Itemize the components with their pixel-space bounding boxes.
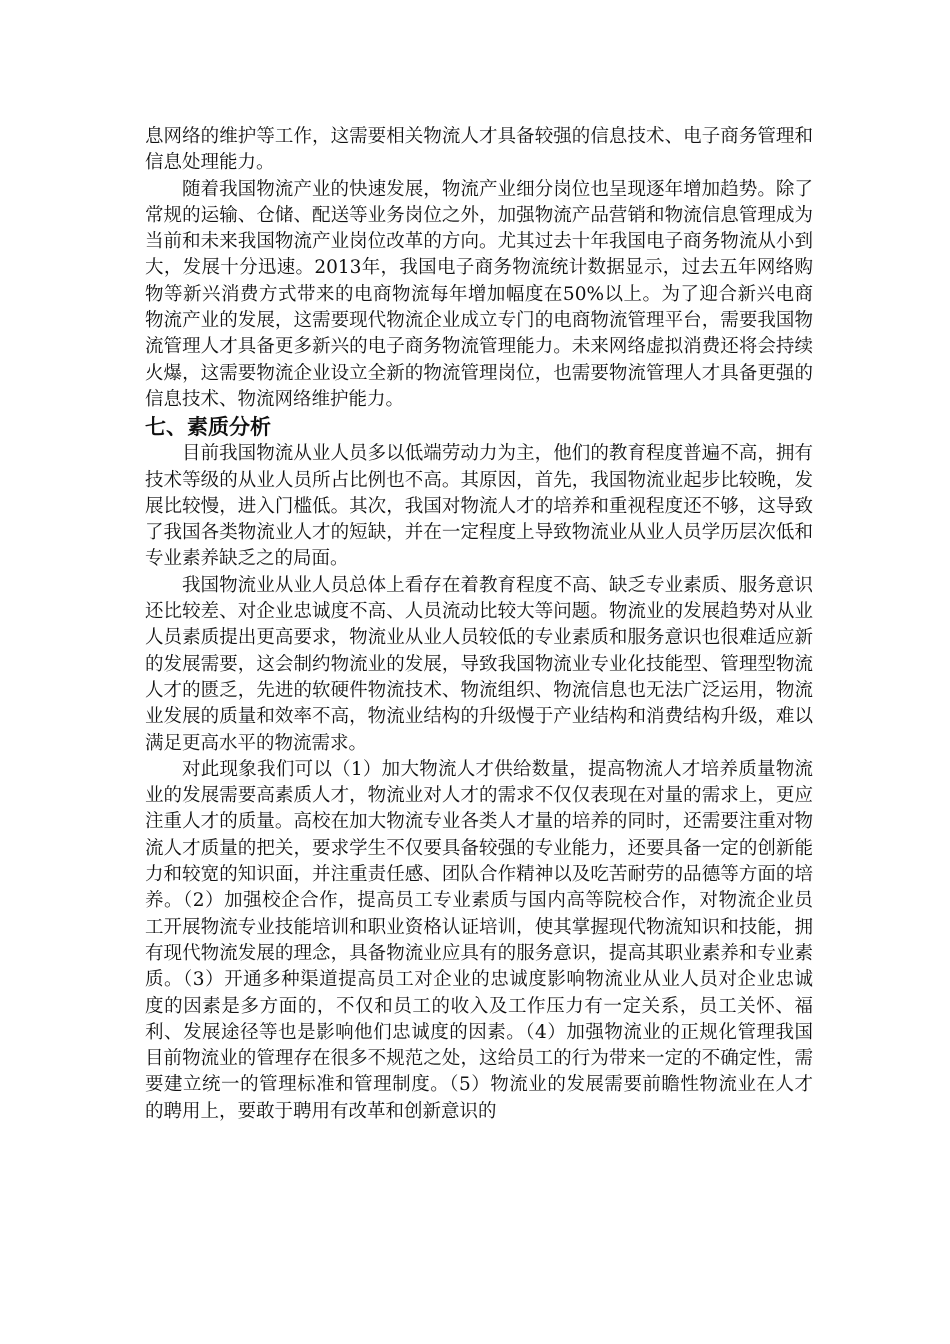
- paragraph-continued: 息网络的维护等工作，这需要相关物流人才具备较强的信息技术、电子商务管理和信息处理能力。: [145, 126, 813, 174]
- section-heading: 七、素质分析: [145, 414, 271, 440]
- paragraph-industry-growth: 随着我国物流产业的快速发展，物流产业细分岗位也呈现逐年增加趋势。除了常规的运输、仓储、配送等业务岗位之外，加强物流产品营销和物流信息管理成为当前和未来我国物流产业岗位改革的方向。尤其过去十年我国电子商务物流从小到大，发展十分迅速。2013年，我国电子商务物流统计数据显示，过去五年网络购物等新兴消费方式带来的电商物流每年增加幅度在50%以上。为了迎合新兴电商物流产业的发展，这需要现代物流企业成立专门的电商物流管理平台，需要我国物流管理人才具备更多新兴的电子商务物流管理能力。未来网络虚拟消费还将会持续火爆，这需要物流企业设立全新的物流管理岗位，也需要物流管理人才具备更强的信息技术、物流网络维护能力。: [145, 178, 813, 410]
- document-body: [145, 124, 813, 1125]
- paragraph-education-level: 目前我国物流从业人员多以低端劳动力为主，他们的教育程度普遍不高，拥有技术等级的从业人员所占比例也不高。其原因，首先，我国物流业起步比较晚，发展比较慢，进入门槛低。其次，我国对物流人才的培养和重视程度还不够，这导致了我国各类物流业人才的短缺，并在一定程度上导致物流业从业人员学历层次低和专业素养缺乏之的局面。: [145, 443, 813, 570]
- paragraph-quality-problems: 我国物流业从业人员总体上看存在着教育程度不高、缺乏专业素质、服务意识还比较差、对企业忠诚度不高、人员流动比较大等问题。物流业的发展趋势对从业人员素质提出更高要求，物流业从业人员较低的专业素质和服务意识也很难适应新的发展需要，这会制约物流业的发展，导致我国物流业专业化技能型、管理型物流人才的匮乏，先进的软硬件物流技术、物流组织、物流信息也无法广泛运用，物流业发展的质量和效率不高，物流业结构的升级慢于产业结构和消费结构升级，难以满足更高水平的物流需求。: [145, 574, 813, 754]
- paragraph-recommendations: 对此现象我们可以（1）加大物流人才供给数量，提高物流人才培养质量物流业的发展需要高素质人才，物流业对人才的需求不仅仅表现在对量的需求上，更应注重人才的质量。高校在加大物流专业各类人才量的培养的同时，还需要注重对物流人才质量的把关，要求学生不仅要具备较强的专业能力，还要具备一定的创新能力和较宽的知识面，并注重责任感、团队合作精神以及吃苦耐劳的品德等方面的培养。（2）加强校企合作，提高员工专业素质与国内高等院校合作，对物流企业员工开展物流专业技能培训和职业资格认证培训，使其掌握现代物流知识和技能，拥有现代物流发展的理念，具备物流业应具有的服务意识，提高其职业素养和专业素质。（3）开通多种渠道提高员工对企业的忠诚度影响物流业从业人员对企业忠诚度的因素是多方面的，不仅和员工的收入及工作压力有一定关系，员工关怀、福利、发展途径等也是影响他们忠诚度的因素。（4）加强物流业的正规化管理我国目前物流业的管理存在很多不规范之处，这给员工的行为带来一定的不确定性，需要建立统一的管理标准和管理制度。（5）物流业的发展需要前瞻性物流业在人才的聘用上，要敢于聘用有改革和创新意识的: [145, 758, 813, 1122]
